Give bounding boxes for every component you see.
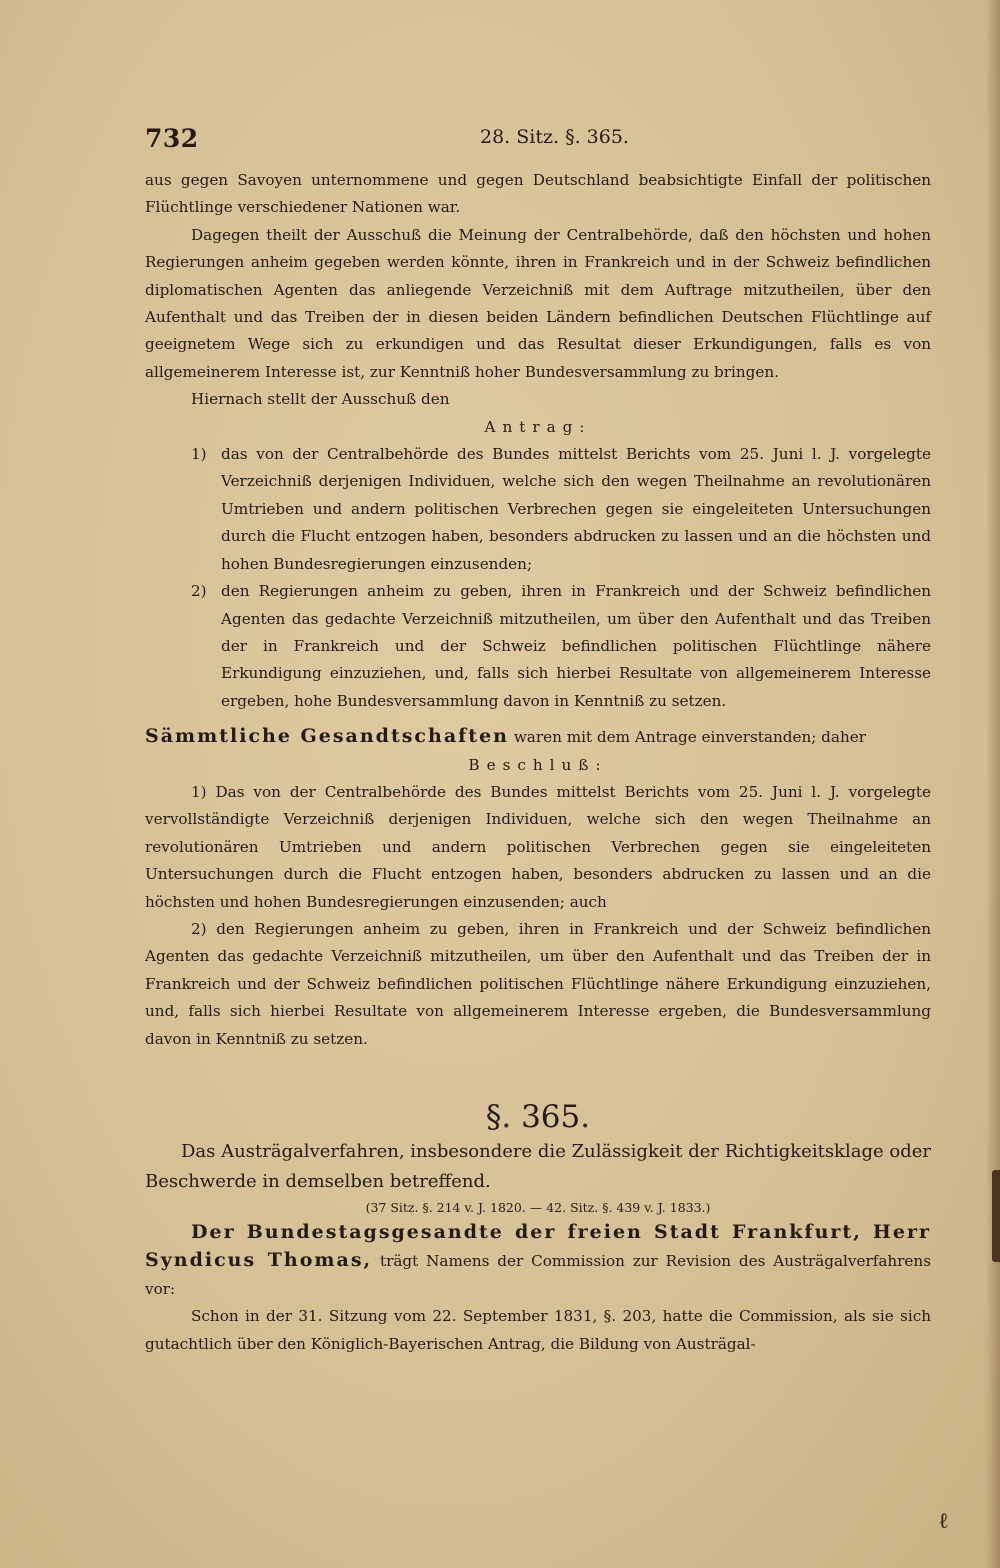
section-title: Das Austrägalverfahren, insbesondere die Zulässigkeit der Richtigkeitsklage oder Beschwerde in demselben betreffend. — [145, 1141, 931, 1192]
frankfurt-lead: Der Bundestagsgesandte der freien Stadt Frankfurt, Herr Syndicus Thomas, — [145, 1221, 931, 1272]
page-header — [145, 124, 935, 160]
paragraph-schon: Schon in der 31. Sitzung vom 22. September 1831, §. 203, hatte die Commission, als sie sich gutachtlich über den Königlich-Bayerischen Antrag, die Bildung von Austrägal- — [145, 1307, 931, 1353]
paragraph-hiernach: Hiernach stellt der Ausschuß den — [191, 390, 450, 409]
antrag-item-1-number: 1) — [191, 445, 207, 464]
beschluss-item-2: 2) den Regierungen anheim zu geben, ihren in Frankreich und der Schweiz befindlichen Agenten das gedachte Verzeichniß mitzutheilen, um über den Aufenthalt und das Treiben der in Frankreich und der Schweiz befindlichen politischen Flüchtlinge nähere Erkundigung einzuziehen, und, falls sich hierbei Resultate von allgemeinerem Interesse ergeben, die Bundesversammlung davon in Kenntniß zu setzen. — [145, 919, 931, 1048]
paragraph-frankfurt — [145, 1219, 931, 1303]
section-number: §. 365. — [485, 1099, 591, 1135]
antrag-item-2 — [145, 578, 931, 715]
gesandtschaften-lead: Sämmtliche Gesandtschaften — [145, 725, 509, 748]
antrag-item-2-number: 2) — [191, 582, 207, 601]
paragraph-gesandtschaften — [145, 723, 931, 751]
page-edge-shadow — [986, 0, 1000, 1568]
section-reference: (37 Sitz. §. 214 v. J. 1820. — 42. Sitz. §. 439 v. J. 1833.) — [365, 1200, 711, 1215]
beschluss-heading: Beschluß: — [468, 755, 608, 774]
antrag-item-1 — [145, 441, 931, 578]
beschluss-item-1: 1) Das von der Centralbehörde des Bundes mittelst Berichts vom 25. Juni l. J. vorgelegte vervollständigte Verzeichniß derjenigen Individuen, welche sich den wegen Theilnahme an revolutionären Umtrieben und andern politischen Verbrechen gegen sie eingeleiteten Untersuchungen durch die Flucht entzogen haben, besonders abdrucken zu lassen und an die höchsten und hohen Bundesregierungen einzusenden; auch — [145, 782, 931, 911]
antrag-item-2-text: den Regierungen anheim zu geben, ihren in Frankreich und der Schweiz befindlichen Agenten das gedachte Verzeichniß mitzutheilen, um über den Aufenthalt und das Treiben der in Frankreich und der Schweiz befindlichen politischen Flüchtlinge nähere Erkundigung einzuziehen, und, falls sich hierbei Resultate von allgemeinerem Interesse ergeben, hohe Bundesversammlung davon in Kenntniß zu setzen. — [221, 582, 931, 710]
page-number: 732 — [145, 124, 199, 153]
paragraph-ausschuss-meinung: Dagegen theilt der Ausschuß die Meinung der Centralbehörde, daß den höchsten und hohen Regierungen anheim gegeben werden könnte, ihren in Frankreich und in der Schweiz befindlichen diplomatischen Agenten das anliegende Verzeichniß mit dem Auftrage mitzutheilen, über den Aufenthalt und das Treiben der in diesen beiden Ländern befindlichen Deutschen Flüchtlinge auf geeignetem Wege sich zu erkundigen und das Resultat dieser Erkundigungen, falls es von allgemeinerem Interesse ist, zur Kenntniß hoher Bundesversammlung zu bringen. — [145, 225, 931, 381]
running-head: 28. Sitz. §. 365. — [480, 126, 629, 148]
gesandtschaften-rest: waren mit dem Antrage einverstanden; daher — [513, 728, 866, 747]
page-body — [145, 167, 931, 1358]
antrag-heading: Antrag: — [484, 417, 592, 436]
binding-mark — [992, 1170, 1000, 1262]
frankfurt-rest: trägt Namens der Commission zur Revision des Austrägalverfahrens vor: — [145, 1252, 931, 1298]
antrag-item-1-text: das von der Centralbehörde des Bundes mittelst Berichts vom 25. Juni l. J. vorgelegte Verzeichniß derjenigen Individuen, welche sich den wegen Theilnahme an revolutionären Umtrieben und andern politischen Verbrechen gegen sie eingeleiteten Untersuchungen durch die Flucht entzogen haben, besonders abdrucken zu lassen und an die höchsten und hohen Bundesregierungen einzusenden; — [221, 445, 931, 573]
paragraph-continuation: aus gegen Savoyen unternommene und gegen Deutschland beabsichtigte Einfall der politischen Flüchtlinge verschiedener Nationen war. — [145, 171, 931, 217]
margin-mark: ℓ — [938, 1509, 949, 1534]
